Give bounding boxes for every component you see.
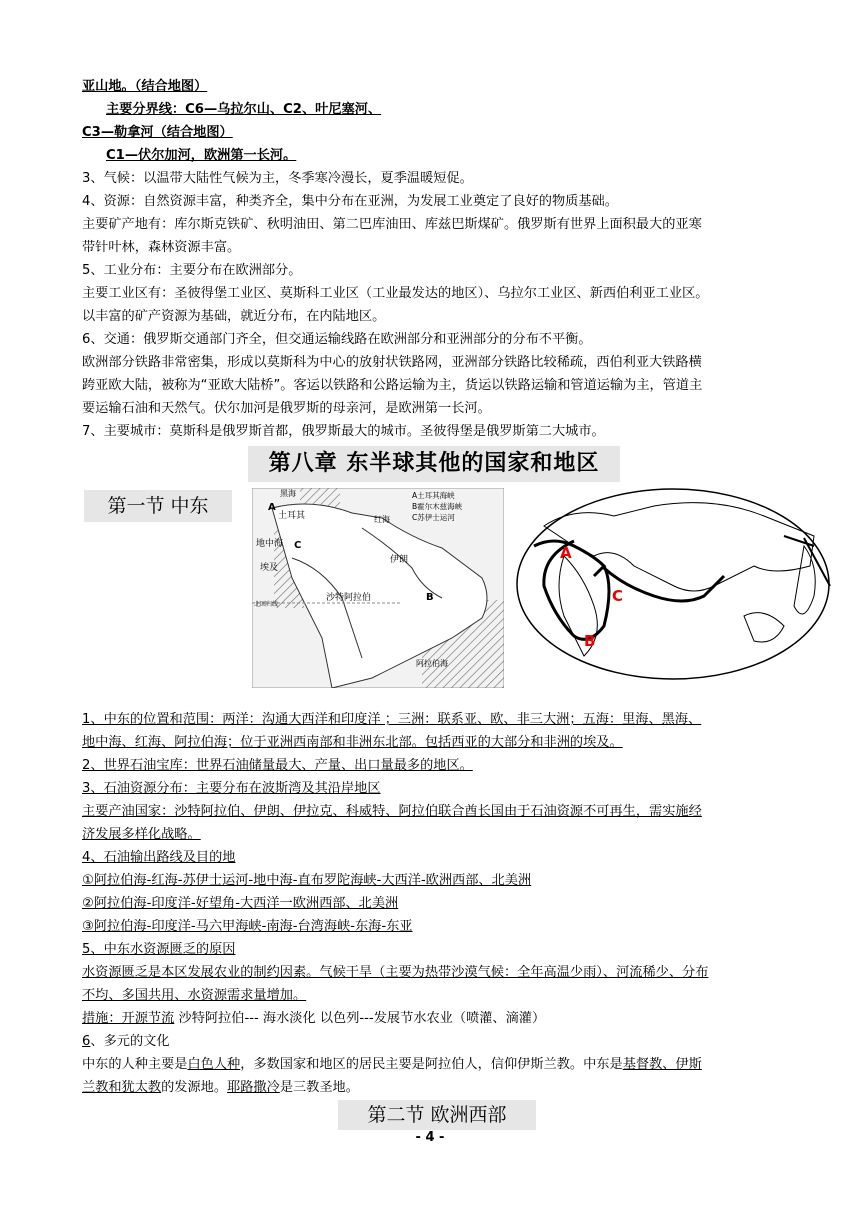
- text-line: 要运输石油和天然气。伏尔加河是俄罗斯的母亲河，是欧洲第一长河。: [82, 401, 491, 416]
- text-span: ，多数国家和地区的居民主要是阿拉伯人，信仰伊斯兰教。中东是: [240, 1057, 623, 1072]
- text-line: [82, 1033, 810, 1051]
- text-line: 跨亚欧大陆，被称为“亚欧大陆桥”。客运以铁路和公路运输为主，货运以铁路运输和管道运输为主，管道主: [82, 378, 703, 393]
- text-line: 济发展多样化战略。: [82, 827, 201, 842]
- route-point-a: A: [560, 544, 572, 562]
- text-line: ②阿拉伯海-印度洋-好望角-大西洋一欧洲西部、北美洲: [82, 896, 399, 911]
- map-legend-b: B霍尔木兹海峡: [412, 502, 463, 511]
- map-legend-a: A土耳其海峡: [412, 491, 455, 500]
- page-number: - 4 -: [415, 1130, 445, 1145]
- text-span: 6: [82, 1034, 91, 1049]
- text-line: ①阿拉伯海-红海-苏伊士运河-地中海-直布罗陀海峡-大西洋-欧洲西部、北美洲: [82, 873, 532, 888]
- text-line: 带针叶林，森林资源丰富。: [82, 240, 241, 255]
- map-point-a: A: [268, 502, 276, 513]
- text-line: C3—勒拿河（结合地图）: [82, 125, 233, 140]
- route-point-c: C: [612, 587, 624, 605]
- text-line: 7、主要城市：莫斯科是俄罗斯首都，俄罗斯最大的城市。圣彼得堡是俄罗斯第二大城市。: [82, 424, 605, 439]
- text-line: 2、世界石油宝库：世界石油储量最大、产量、出口量最多的地区。: [82, 758, 473, 773]
- text-line: ③阿拉伯海-印度洋-马六甲海峡-南海-台湾海峡-东海-东亚: [82, 919, 413, 934]
- text-line: 1、中东的位置和范围：两洋：沟通大西洋和印度洋 ；三洲：联系亚、欧、非三大洲；五海：里海、黑海、: [82, 712, 702, 727]
- text-line: 主要工业区有：圣彼得堡工业区、莫斯科工业区（工业最发达的地区）、乌拉尔工业区、新西伯利亚工业区。: [82, 286, 709, 301]
- map-label-heihai: 黑海: [280, 489, 296, 498]
- text-span: 的发源地。: [161, 1080, 228, 1095]
- text-line: 5、工业分布：主要分布在欧洲部分。: [82, 263, 302, 278]
- text-line: C1—伏尔加河，欧洲第一长河。: [106, 148, 297, 163]
- text-span: 基督教、伊斯: [622, 1057, 702, 1072]
- map-label-aiji: 埃及: [260, 563, 279, 573]
- text-line: 欧洲部分铁路非常密集，形成以莫斯科为中心的放射状铁路网，亚洲部分铁路比较稀疏，西伯利亚大铁路横: [82, 355, 702, 370]
- chapter-title: 第八章 东半球其他的国家和地区: [248, 446, 620, 482]
- map-label-honghai: 红海: [374, 515, 390, 524]
- text-line: [82, 1079, 810, 1097]
- text-line: 水资源匮乏是本区发展农业的制约因素。气候干旱（主要为热带沙漠气候：全年高温少雨）、河流稀少、分布: [82, 965, 709, 980]
- map-label-dizhonghai: 地中海: [256, 539, 284, 549]
- text-line: 地中海、红海、阿拉伯海；位于亚洲西南部和非洲东北部。包括西亚的大部分和非洲的埃及。: [82, 735, 623, 750]
- text-line: 主要矿产地有：库尔斯克铁矿、秋明油田、第二巴库油田、库兹巴斯煤矿。俄罗斯有世界上面积最大的亚寒: [82, 217, 702, 232]
- text-line: 亚山地。（结合地图）: [82, 79, 208, 94]
- text-line: 主要分界线：C6—乌拉尔山、C2、叶尼塞河、: [106, 102, 382, 117]
- middle-east-map: [252, 488, 504, 688]
- text-span: 兰教和犹太教: [82, 1080, 162, 1095]
- map-label-alabohai: 阿拉伯海: [416, 659, 448, 668]
- text-span: 、多元的文化: [90, 1034, 170, 1049]
- route-point-b: B: [584, 632, 596, 650]
- text-span: 白色人种: [187, 1057, 241, 1072]
- text-span: 中东的人种主要是: [82, 1057, 188, 1072]
- section-title: 第一节 中东: [84, 490, 232, 522]
- text-span: 耶路撒冷: [227, 1080, 280, 1095]
- section-title: 第二节 欧洲西部: [338, 1100, 536, 1130]
- text-line: 3、石油资源分布：主要分布在波斯湾及其沿岸地区: [82, 781, 381, 796]
- text-line: 以丰富的矿产资源为基础，就近分布，在内陆地区。: [82, 309, 386, 324]
- map-label-tuerqi: 土耳其: [278, 511, 306, 521]
- text-line: 4、资源：自然资源丰富，种类齐全，集中分布在亚洲，为发展工业奠定了良好的物质基础。: [82, 194, 618, 209]
- map-label-shatealabo: 沙特阿拉伯: [326, 593, 372, 603]
- text-line: 5、中东水资源匮乏的原因: [82, 942, 236, 957]
- text-line: 4、石油输出路线及目的地: [82, 850, 236, 865]
- map-point-b: B: [426, 592, 434, 603]
- map-point-c: C: [294, 540, 302, 551]
- text-line: [82, 1010, 810, 1028]
- text-span: 沙特阿拉伯--- 海水淡化 以色列---发展节水农业（喷灌、滴灌）: [174, 1011, 546, 1026]
- text-line: 6、交通：俄罗斯交通部门齐全，但交通运输线路在欧洲部分和亚洲部分的分布不平衡。: [82, 332, 592, 347]
- map-legend-c: C苏伊士运河: [412, 513, 455, 522]
- text-line: 3、气候：以温带大陆性气候为主，冬季寒冷漫长，夏季温暖短促。: [82, 171, 473, 186]
- map-label-yilang: 伊朗: [390, 555, 409, 565]
- map-label-tropic: 北回归线: [254, 601, 279, 608]
- text-span: 是三教圣地。: [279, 1080, 359, 1095]
- text-line: 不均、多国共用、水资源需求量增加。: [82, 988, 307, 1003]
- text-line: 主要产油国家：沙特阿拉伯、伊朗、伊拉克、科威特、阿拉伯联合酋长国由于石油资源不可再生，需实施经: [82, 804, 702, 819]
- text-line: [82, 1056, 810, 1074]
- world-route-map: [514, 486, 832, 682]
- text-span: 措施：开源节流: [82, 1011, 175, 1026]
